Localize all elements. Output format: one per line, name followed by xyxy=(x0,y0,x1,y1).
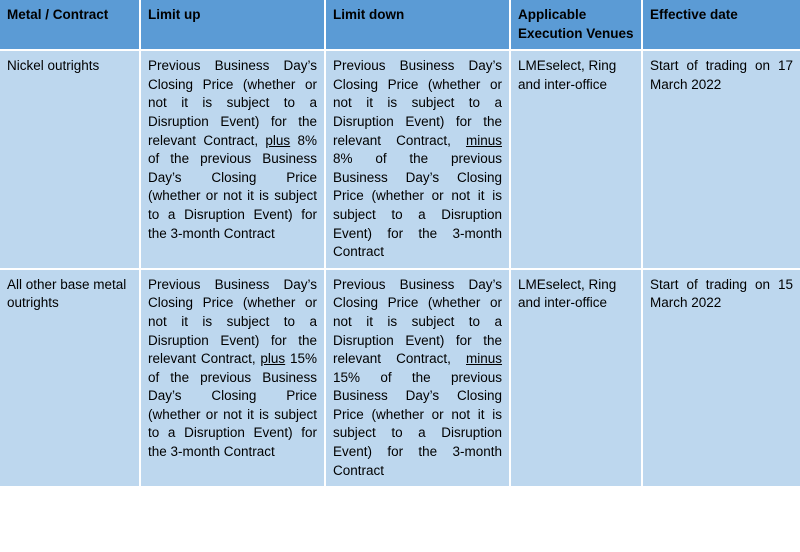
limit-down-emphasis: minus xyxy=(465,132,502,148)
cell-limit-up xyxy=(140,50,325,269)
limit-down-text-pre: Previous Business Day’s Closing Price (whether or not it is subject to a Disruption Event) for the relevant Contract, xyxy=(333,58,502,148)
cell-execution-venues: LMEselect, Ring and inter-office xyxy=(510,269,642,488)
cell-effective-date: Start of trading on 15 March 2022 xyxy=(642,269,800,488)
limit-up-text-pre: Previous Business Day’s Closing Price (whether or not it is subject to a Disruption Event) for the relevant Contract, xyxy=(148,276,317,367)
table-body xyxy=(0,50,800,487)
table-header xyxy=(0,0,800,50)
column-header-limit-up: Limit up xyxy=(140,0,325,50)
cell-limit-down xyxy=(325,50,510,269)
limit-up-emphasis: plus xyxy=(265,132,291,148)
table-header-row xyxy=(0,0,800,50)
limit-down-emphasis: minus xyxy=(465,351,502,367)
limit-up-text-pre: Previous Business Day’s Closing Price (whether or not it is subject to a Disruption Event) for the relevant Contract, xyxy=(148,58,317,148)
column-header-effective-date: Effective date xyxy=(642,0,800,50)
column-header-applicable-execution-venues: Applicable Execution Venues xyxy=(510,0,642,50)
limit-down-text-post: 15% of the previous Business Day’s Closing Price (whether or not it is subject to a Disruption Event) for the 3-month Contract xyxy=(333,369,502,478)
table-row xyxy=(0,50,800,269)
column-header-metal-contract: Metal / Contract xyxy=(0,0,140,50)
column-header-limit-down: Limit down xyxy=(325,0,510,50)
limit-up-text-post: 15% of the previous Business Day’s Closing Price (whether or not it is subject to a Disruption Event) for the 3-month Contract xyxy=(148,351,317,460)
limit-up-emphasis: plus xyxy=(260,351,286,367)
cell-metal-contract: All other base metal outrights xyxy=(0,269,140,488)
limit-up-text-post: 8% of the previous Business Day’s Closing Price (whether or not it is subject to a Disruption Event) for the 3-month Contract xyxy=(148,132,317,241)
cell-effective-date: Start of trading on 17 March 2022 xyxy=(642,50,800,269)
cell-metal-contract: Nickel outrights xyxy=(0,50,140,269)
cell-limit-down xyxy=(325,269,510,488)
limit-down-text-pre: Previous Business Day’s Closing Price (whether or not it is subject to a Disruption Event) for the relevant Contract, xyxy=(333,276,502,367)
table-row xyxy=(0,269,800,488)
limit-down-text-post: 8% of the previous Business Day’s Closing Price (whether or not it is subject to a Disruption Event) for the 3-month Contract xyxy=(333,151,502,260)
cell-execution-venues: LMEselect, Ring and inter-office xyxy=(510,50,642,269)
cell-limit-up xyxy=(140,269,325,488)
